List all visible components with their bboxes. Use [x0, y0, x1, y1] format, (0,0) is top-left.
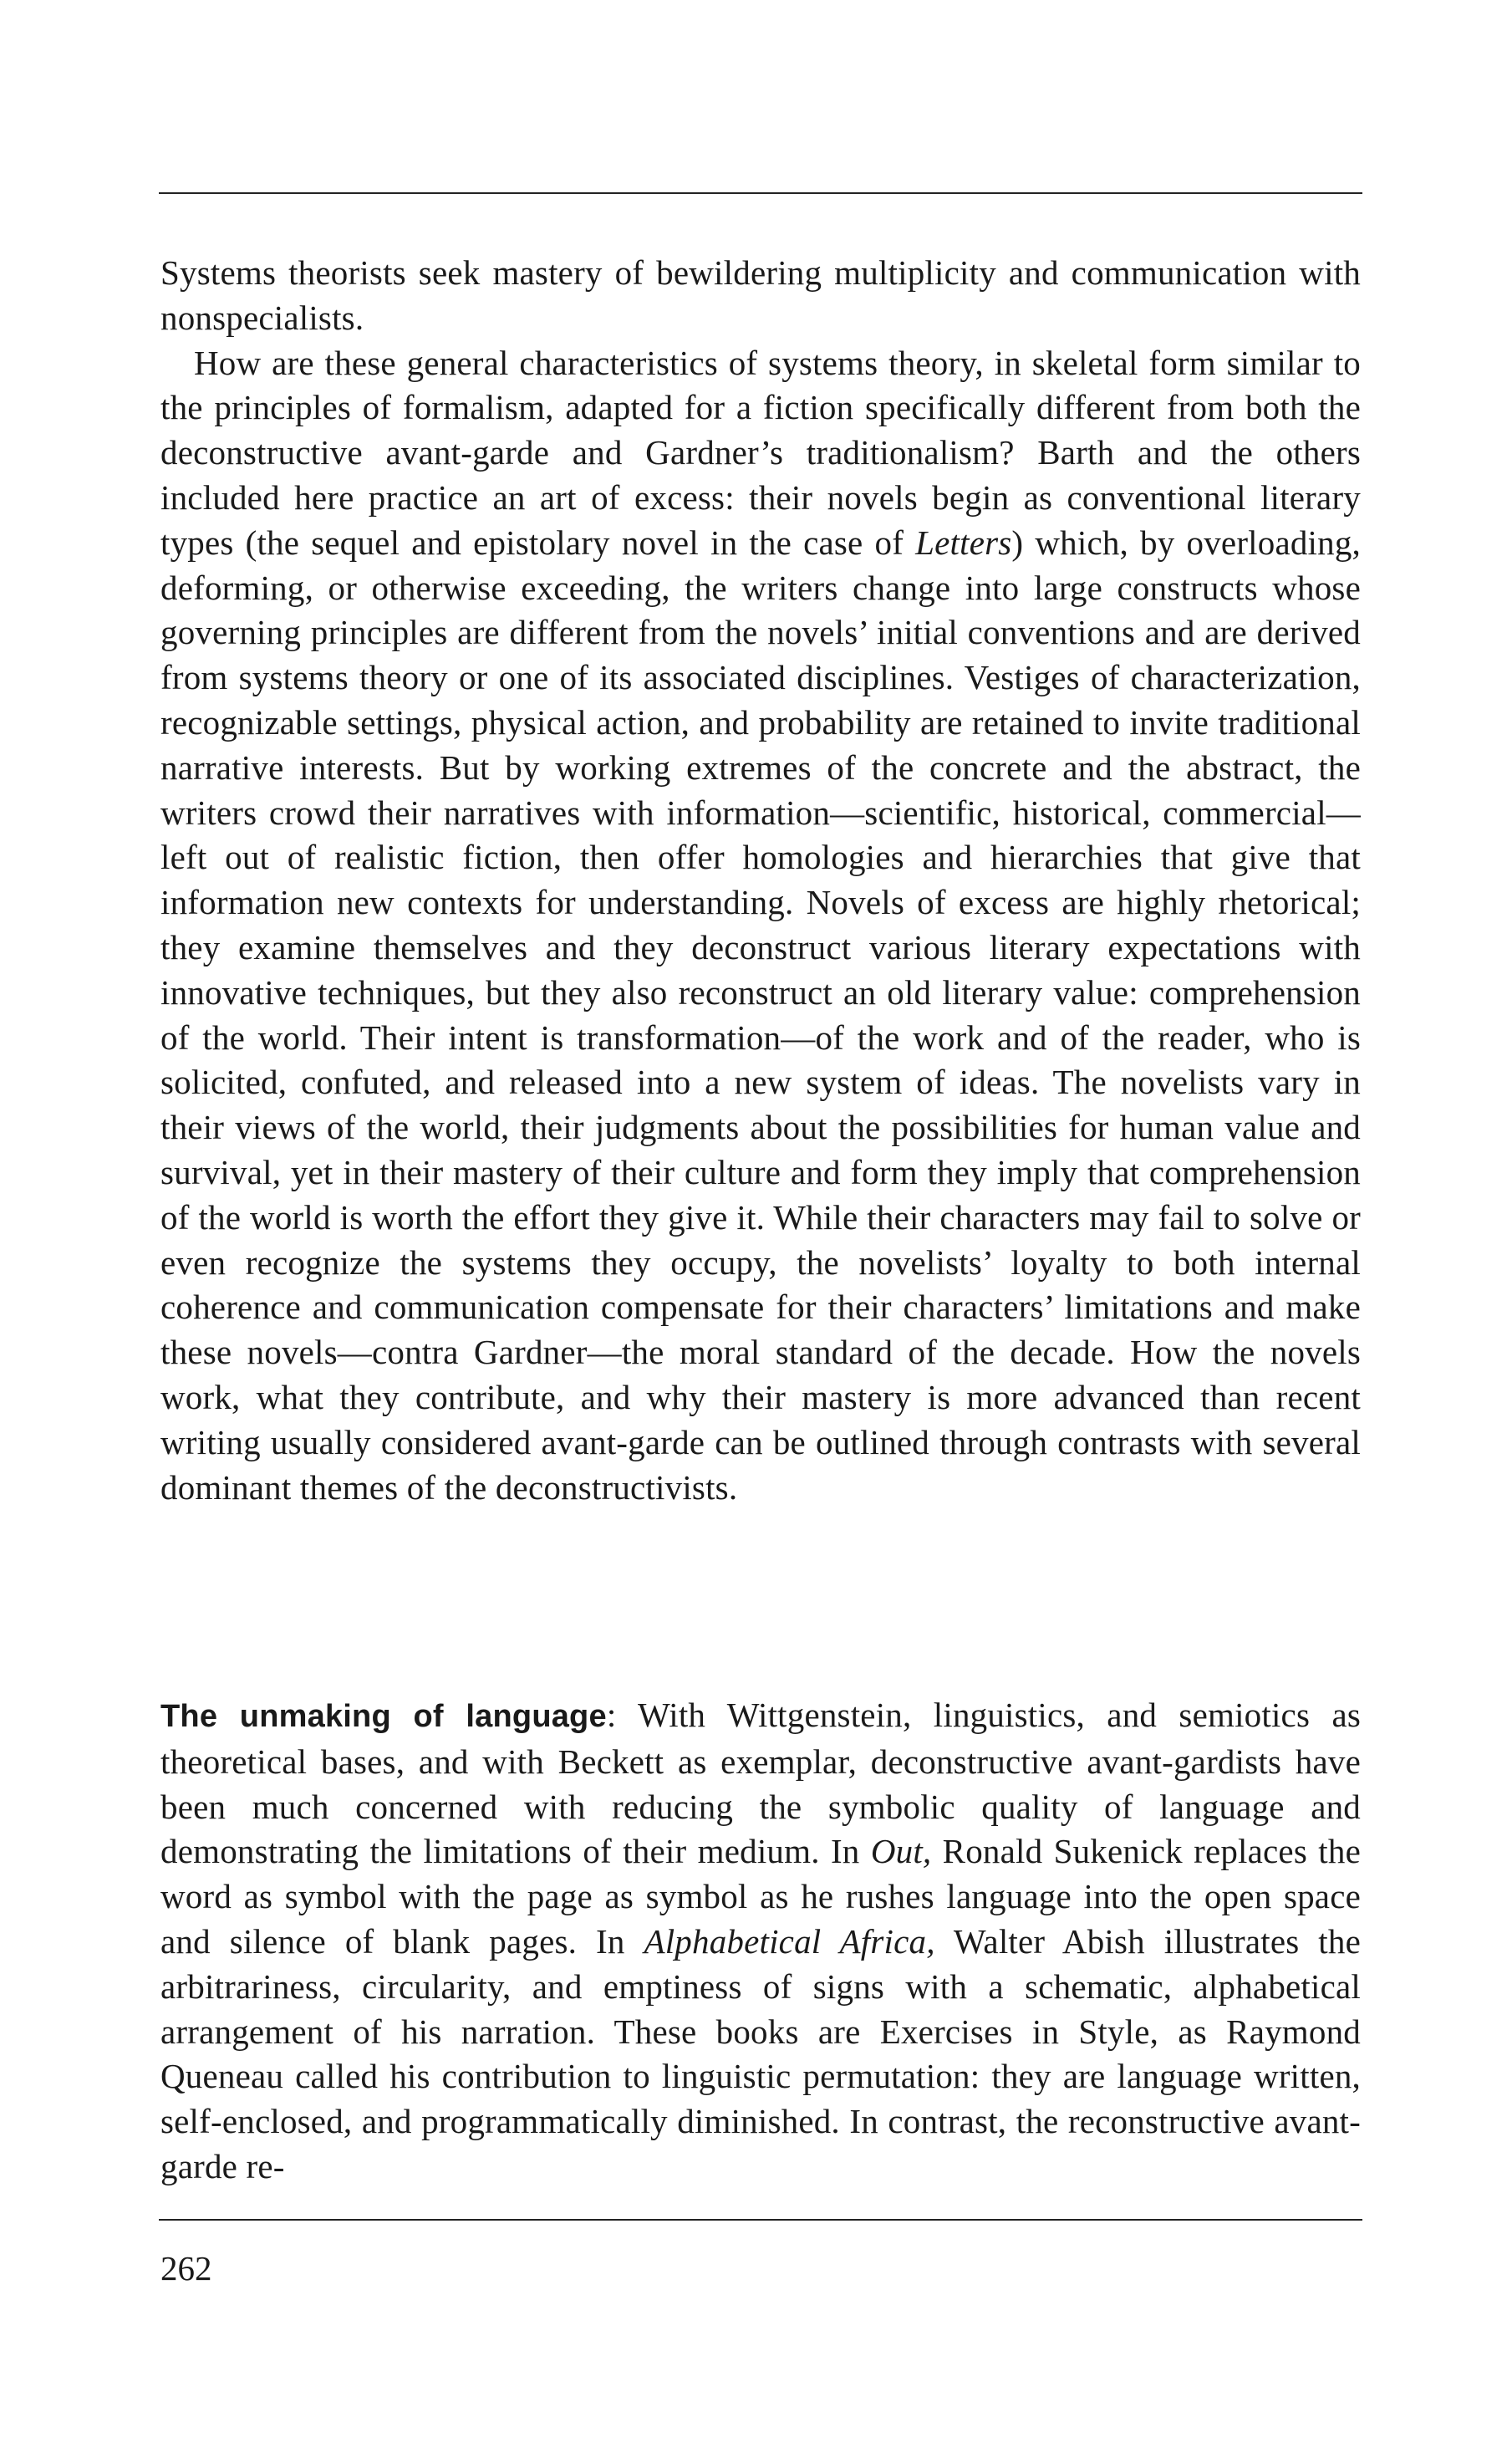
bottom-rule	[159, 2219, 1362, 2221]
paragraph-3-text-c: Walter Abish illustrates the arbitrariness, circularity, and emptiness of signs with a schematic, alphabetical arrangement of his narration. These books are Exercises in Style, as Raymond Queneau called his contribution to linguistic permutation: they are language written, self-enclosed, and programmatically diminished. In contrast, the reconstructive avant-garde re-	[160, 1921, 1361, 2185]
paragraph-2-text-b: ) which, by overloading, deforming, or otherwise exceeding, the writers change into large constructs whose governing principles are different from the novels’ initial conventions and are derived from systems theory or one of its associated disciplines. Vestiges of characterization, recognizable settings, physical action, and probability are retained to invite traditional narrative interests. But by working extremes of the concrete and the abstract, the writers crowd their narratives with information—scientific, historical, commercial—left out of realistic fiction, then offer homologies and hierarchies that give that information new contexts for understanding. Novels of excess are highly rhetorical; they examine themselves and they deconstruct various literary expectations with innovative techniques, but they also reconstruct an old literary value: comprehension of the world. Their intent is transformation—of the work and of the reader, who is solicited, confuted, and released into a new system of ideas. The novelists vary in their views of the world, their judgments about the possibilities for human value and survival, yet in their mastery of their culture and form they imply that comprehension of the world is worth the effort they give it. While their characters may fail to solve or even recognize the systems they occupy, the novelists’ loyalty to both internal coherence and communication compensate for their characters’ limitations and make these novels—contra Gardner—the moral standard of the decade. How the novels work, what they contribute, and why their mastery is more advanced than recent writing usually considered avant-garde can be outlined through contrasts with several dominant themes of the deconstructivists.	[160, 523, 1361, 1507]
paragraph-3-text-b: Ronald Sukenick replaces the word as symbol with the page as symbol as he rushes language into the open space and silence of blank pages. In	[160, 1832, 1361, 1961]
paragraph-1	[160, 251, 1361, 341]
paragraph-2	[160, 341, 1361, 1511]
body-text-section-2	[160, 1693, 1361, 2190]
paragraph-2-text-a: How are these general characteristics of systems theory, in skeletal form similar to the principles of formalism, adapted for a fiction specifically different from both the deconstructive avant-garde and Gardner’s traditionalism? Barth and the others included here practice an art of excess: their novels begin as conventional literary types (the sequel and epistolary novel in the case of	[160, 343, 1361, 562]
run-in-heading: The unmaking of language	[160, 1699, 607, 1734]
body-text-section-1	[160, 251, 1361, 1510]
page-number: 262	[160, 2249, 212, 2287]
book-title-alphabetical-africa: Alphabetical Africa,	[644, 1921, 935, 1961]
book-title-out: Out,	[870, 1832, 932, 1871]
top-rule	[159, 192, 1362, 194]
paragraph-1-text: Systems theorists seek mastery of bewildering multiplicity and communication with nonspecialists.	[160, 253, 1361, 337]
paragraph-3-text-a: : With Wittgenstein, linguistics, and semiotics as theoretical bases, and with Beckett as exemplar, deconstructive avant-gardists have been much concerned with reducing the symbolic quality of language and demonstrating the limitations of their medium. In	[160, 1696, 1361, 1871]
paragraph-3	[160, 1693, 1361, 2190]
book-title-letters: Letters	[915, 523, 1012, 562]
